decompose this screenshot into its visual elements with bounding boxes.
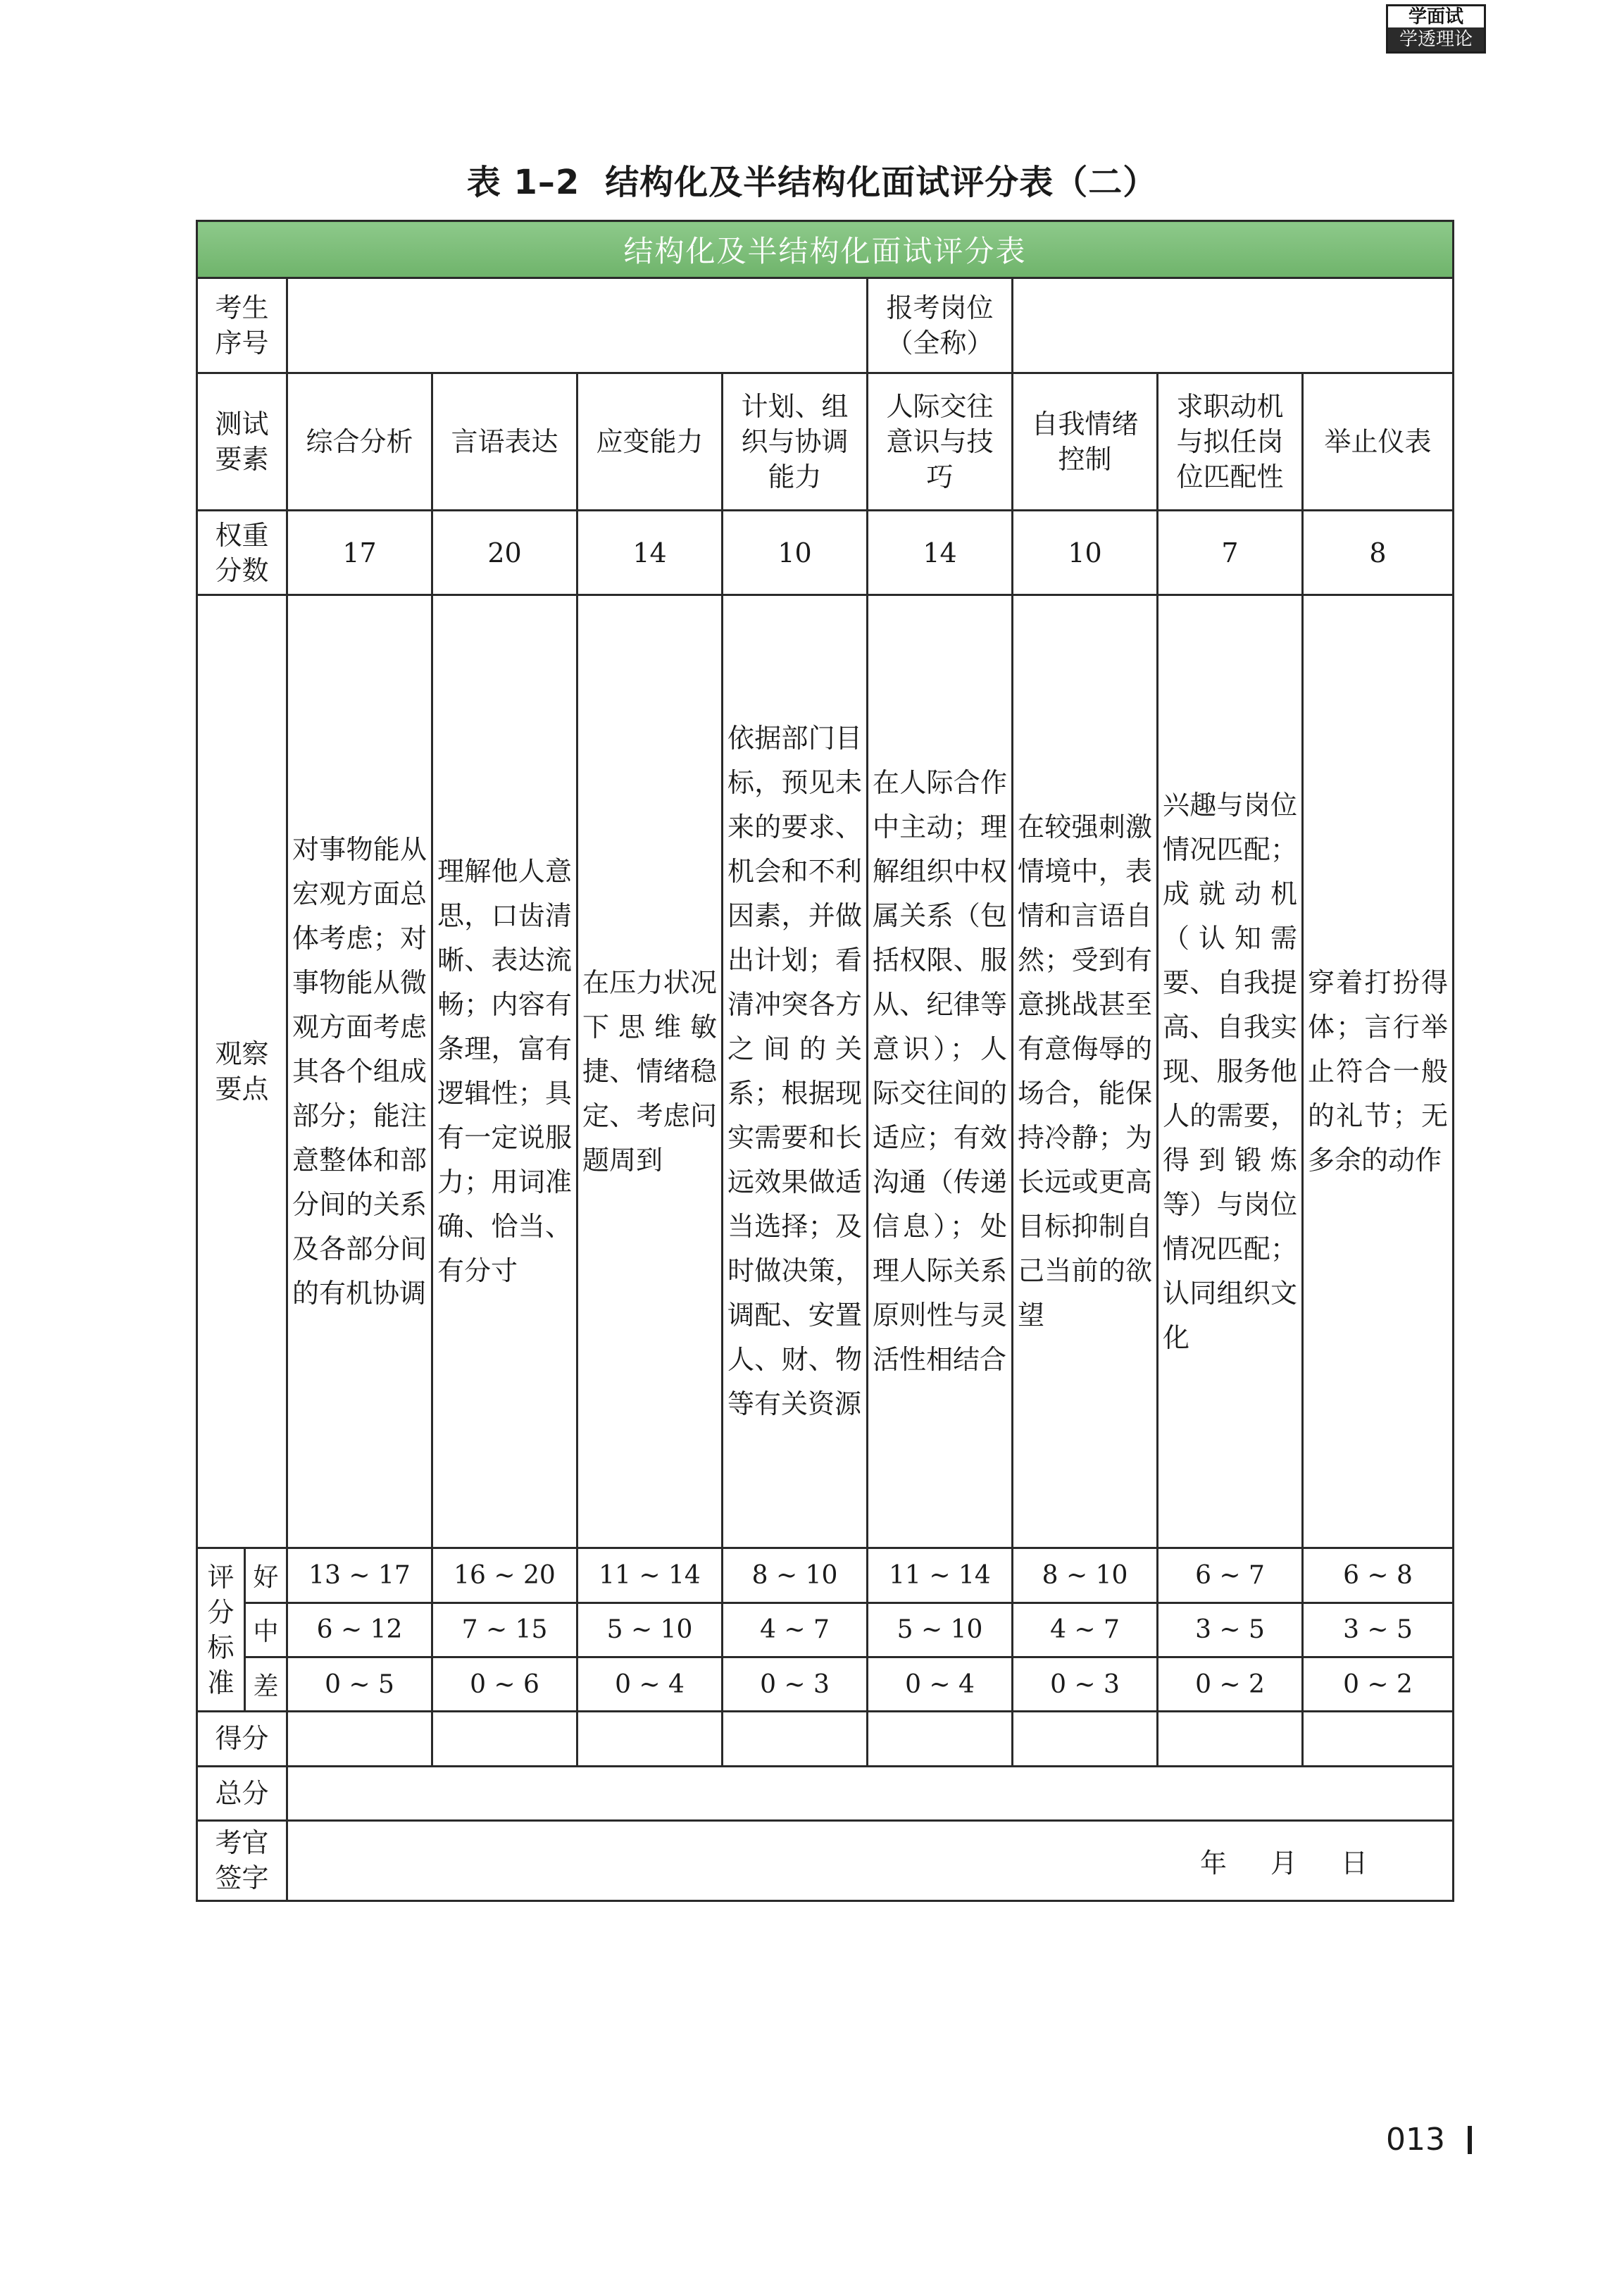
observation-point: 理解他人意思，口齿清晰、表达流畅；内容有条理，富有逻辑性；具有一定说服力；用词准确、恰当、有分寸 xyxy=(432,595,577,1548)
badge-line-1: 学面试 xyxy=(1388,6,1484,27)
score-cell[interactable] xyxy=(1303,1712,1454,1766)
element-header: 自我情绪控制 xyxy=(1013,373,1158,510)
level-medium-label: 中 xyxy=(245,1603,287,1657)
score-range: 0 ~ 3 xyxy=(723,1657,868,1712)
element-header: 应变能力 xyxy=(577,373,723,510)
caption-number: 表 1–2 xyxy=(466,163,580,202)
weight-label: 权重 分数 xyxy=(197,511,287,595)
score-range: 0 ~ 6 xyxy=(432,1657,577,1712)
observation-point: 在压力状况下思维敏捷、情绪稳定、考虑问题周到 xyxy=(577,595,723,1548)
position-label: 报考岗位 （全称） xyxy=(868,278,1013,373)
weight-value: 14 xyxy=(868,511,1013,595)
score-range: 5 ~ 10 xyxy=(577,1603,723,1657)
element-header: 综合分析 xyxy=(287,373,432,510)
score-cell[interactable] xyxy=(432,1712,577,1766)
examiner-sign-cell[interactable] xyxy=(287,1820,1454,1900)
observation-point: 对事物能从宏观方面总体考虑；对事物能从微观方面考虑其各个组成部分；能注意整体和部分间的关系及各部分间的有机协调 xyxy=(287,595,432,1548)
score-range: 3 ~ 5 xyxy=(1303,1603,1454,1657)
score-range: 0 ~ 2 xyxy=(1303,1657,1454,1712)
element-header: 言语表达 xyxy=(432,373,577,510)
score-label: 得分 xyxy=(197,1712,287,1766)
weight-value: 14 xyxy=(577,511,723,595)
date-month: 月 xyxy=(1270,1847,1297,1879)
element-header: 计划、组织与协调能力 xyxy=(723,373,868,510)
table-banner: 结构化及半结构化面试评分表 xyxy=(197,221,1454,278)
weight-value: 7 xyxy=(1158,511,1303,595)
examiner-sign-label: 考官 签字 xyxy=(197,1820,287,1900)
caption-title: 结构化及半结构化面试评分表（二） xyxy=(605,163,1158,202)
total-label: 总分 xyxy=(197,1766,287,1820)
weight-value: 17 xyxy=(287,511,432,595)
element-header: 求职动机与拟任岗位匹配性 xyxy=(1158,373,1303,510)
level-poor-label: 差 xyxy=(245,1657,287,1712)
weight-value: 8 xyxy=(1303,511,1454,595)
level-good-label: 好 xyxy=(245,1548,287,1603)
score-range: 11 ~ 14 xyxy=(577,1548,723,1603)
page-marker xyxy=(1468,2126,1472,2154)
date-day: 日 xyxy=(1341,1847,1368,1879)
score-range: 8 ~ 10 xyxy=(1013,1548,1158,1603)
score-range: 0 ~ 4 xyxy=(577,1657,723,1712)
candidate-number-label: 考生 序号 xyxy=(197,278,287,373)
score-cell[interactable] xyxy=(577,1712,723,1766)
score-range: 11 ~ 14 xyxy=(868,1548,1013,1603)
observation-point: 穿着打扮得体；言行举止符合一般的礼节；无多余的动作 xyxy=(1303,595,1454,1548)
score-table xyxy=(196,220,1454,1902)
score-range: 0 ~ 3 xyxy=(1013,1657,1158,1712)
total-cell[interactable] xyxy=(287,1766,1454,1820)
score-range: 8 ~ 10 xyxy=(723,1548,868,1603)
position-value[interactable] xyxy=(1013,278,1454,373)
weight-value: 20 xyxy=(432,511,577,595)
weight-value: 10 xyxy=(1013,511,1158,595)
table-caption xyxy=(0,155,1624,204)
badge-line-2: 学透理论 xyxy=(1388,27,1484,51)
observation-point: 在较强刺激情境中，表情和言语自然；受到有意挑战甚至有意侮辱的场合，能保持冷静；为长远或更高目标抑制自己当前的欲望 xyxy=(1013,595,1158,1548)
score-cell[interactable] xyxy=(1013,1712,1158,1766)
page-number: 013 xyxy=(1386,2122,1472,2158)
score-range: 4 ~ 7 xyxy=(1013,1603,1158,1657)
score-range: 16 ~ 20 xyxy=(432,1548,577,1603)
score-range: 5 ~ 10 xyxy=(868,1603,1013,1657)
observation-point: 兴趣与岗位情况匹配；成就动机（认知需要、自我提高、自我实现、服务他人的需要，得到锻炼等）与岗位情况匹配；认同组织文化 xyxy=(1158,595,1303,1548)
element-header: 举止仪表 xyxy=(1303,373,1454,510)
element-header: 人际交往意识与技巧 xyxy=(868,373,1013,510)
score-cell[interactable] xyxy=(1158,1712,1303,1766)
score-range: 6 ~ 7 xyxy=(1158,1548,1303,1603)
score-cell[interactable] xyxy=(287,1712,432,1766)
score-range: 6 ~ 8 xyxy=(1303,1548,1454,1603)
score-cell[interactable] xyxy=(868,1712,1013,1766)
candidate-number-value[interactable] xyxy=(287,278,868,373)
observation-point: 依据部门目标，预见未来的要求、机会和不利因素，并做出计划；看清冲突各方之间的关系；根据现实需要和长远效果做适当选择；及时做决策，调配、安置人、财、物等有关资源 xyxy=(723,595,868,1548)
score-range: 0 ~ 4 xyxy=(868,1657,1013,1712)
score-range: 3 ~ 5 xyxy=(1158,1603,1303,1657)
scoring-criteria-label: 评 分 标 准 xyxy=(197,1548,245,1712)
score-cell[interactable] xyxy=(723,1712,868,1766)
weight-value: 10 xyxy=(723,511,868,595)
score-range: 4 ~ 7 xyxy=(723,1603,868,1657)
corner-badge xyxy=(1386,4,1486,54)
test-elements-label: 测试 要素 xyxy=(197,373,287,510)
score-range: 6 ~ 12 xyxy=(287,1603,432,1657)
date-year: 年 xyxy=(1199,1847,1227,1879)
observation-point: 在人际合作中主动；理解组织中权属关系（包括权限、服从、纪律等意识）；人际交往间的适应；有效沟通（传递信息）；处理人际关系原则性与灵活性相结合 xyxy=(868,595,1013,1548)
score-range: 13 ~ 17 xyxy=(287,1548,432,1603)
score-range: 0 ~ 5 xyxy=(287,1657,432,1712)
score-range: 0 ~ 2 xyxy=(1158,1657,1303,1712)
observation-label: 观察 要点 xyxy=(197,595,287,1548)
score-range: 7 ~ 15 xyxy=(432,1603,577,1657)
